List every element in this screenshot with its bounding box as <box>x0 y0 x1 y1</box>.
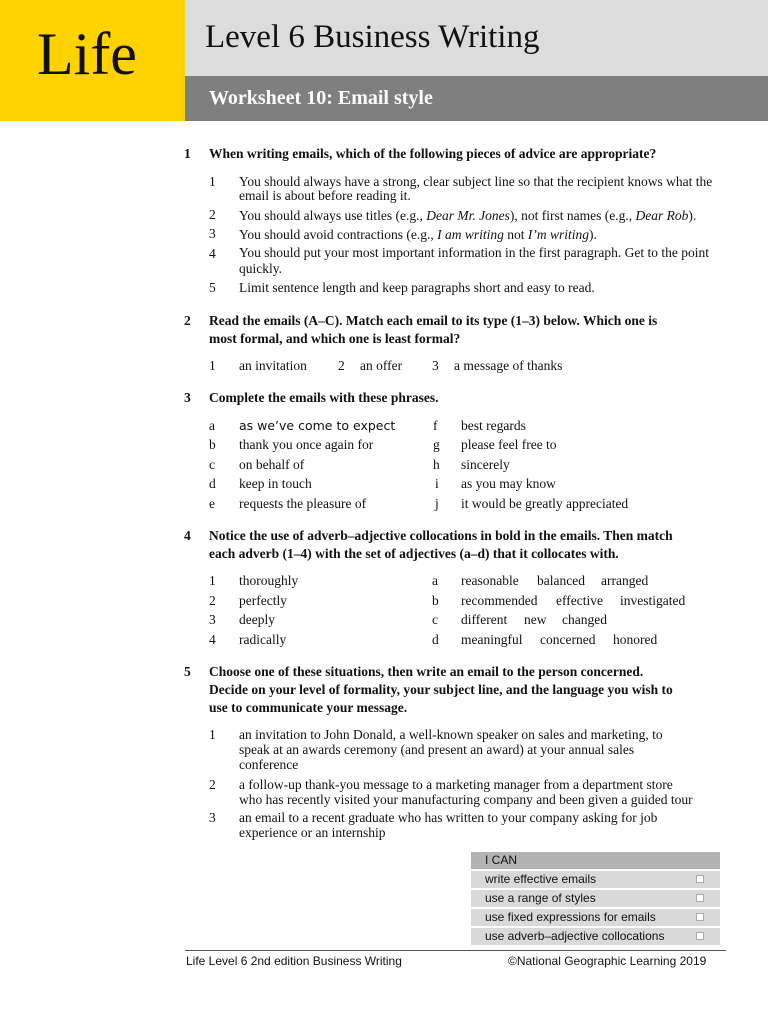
checkbox-icon[interactable] <box>696 875 704 883</box>
q5-item-2-line-2: who has recently visited your manufacturing company and been given a guided tour <box>239 792 693 807</box>
q1-item-4-line-1: You should put your most important information in the first paragraph. Get to the point <box>239 245 709 260</box>
worksheet-subtitle: Worksheet 10: Email style <box>209 87 433 109</box>
title-band <box>185 0 768 76</box>
q3-phrase: as we’ve come to expect <box>239 418 396 433</box>
q3-letter: c <box>209 457 215 472</box>
q1-item-3: You should avoid contractions (e.g., I am writing not I’m writing). <box>239 227 597 242</box>
q3-phrase: as you may know <box>461 476 556 491</box>
q4-number: 4 <box>184 528 191 543</box>
example-italic: Dear Rob <box>635 208 689 223</box>
q1-item-5: Limit sentence length and keep paragraphs short and easy to read. <box>239 280 595 295</box>
q3-phrase: best regards <box>461 418 526 433</box>
q3-letter: f <box>433 418 438 433</box>
footer-right: ©National Geographic Learning 2019 <box>508 954 707 968</box>
page-title: Level 6 Business Writing <box>205 19 540 55</box>
q5-item-1-line-3: conference <box>239 757 299 772</box>
q2-option-label: an invitation <box>239 358 307 373</box>
q1-item-1-line-1: You should always have a strong, clear subject line so that the recipient knows what the <box>239 174 713 189</box>
q5-item-number: 2 <box>209 777 216 792</box>
q2-option-number: 2 <box>338 358 345 373</box>
q4-letter: b <box>432 593 439 608</box>
footer-divider <box>185 950 726 951</box>
q2-number: 2 <box>184 313 191 328</box>
q1-item-number: 1 <box>209 174 216 189</box>
q4-adjective: honored <box>613 632 658 647</box>
q5-item-1-line-1: an invitation to John Donald, a well-known speaker on sales and marketing, to <box>239 727 663 742</box>
subtitle-band <box>185 76 768 121</box>
q1-item-number: 4 <box>209 246 216 261</box>
checklist-item <box>471 890 720 907</box>
q3-question: Complete the emails with these phrases. <box>209 390 439 405</box>
q1-question: When writing emails, which of the following pieces of advice are appropriate? <box>209 146 657 161</box>
q3-letter: e <box>209 496 215 511</box>
q4-number-label: 3 <box>209 612 216 627</box>
q3-phrase: please feel free to <box>461 437 557 452</box>
q2-option-label: a message of thanks <box>454 358 563 373</box>
q5-item-3-line-2: experience or an internship <box>239 825 386 840</box>
q4-adjective: concerned <box>540 632 596 647</box>
checklist-item-label: use fixed expressions for emails <box>485 910 656 924</box>
checklist-item-label: write effective emails <box>485 872 597 886</box>
q4-adjective: different <box>461 612 508 627</box>
logo-panel <box>0 0 185 121</box>
q4-number-label: 4 <box>209 632 216 647</box>
q4-adjective: reasonable <box>461 573 519 588</box>
q4-number-label: 1 <box>209 573 216 588</box>
q4-adverb: radically <box>239 632 287 647</box>
q1-number: 1 <box>184 146 191 161</box>
q4-adjective: meaningful <box>461 632 523 647</box>
q3-phrase: thank you once again for <box>239 437 374 452</box>
q2-option-number: 3 <box>432 358 439 373</box>
q3-phrase: requests the pleasure of <box>239 496 367 511</box>
q4-adjective: effective <box>556 593 603 608</box>
q1-item-number: 5 <box>209 280 216 295</box>
example-italic: I’m writing <box>527 227 590 242</box>
q5-item-number: 1 <box>209 727 216 742</box>
q3-letter: b <box>209 437 216 452</box>
q3-letter: a <box>209 418 215 433</box>
checklist-item-label: use a range of styles <box>485 891 596 905</box>
q3-phrase: sincerely <box>461 457 510 472</box>
q4-number-label: 2 <box>209 593 216 608</box>
q3-phrase: it would be greatly appreciated <box>461 496 629 511</box>
q3-letter: g <box>433 437 440 452</box>
q3-letter: h <box>433 457 440 472</box>
q4-letter: c <box>432 612 438 627</box>
q1-item-2: You should always use titles (e.g., Dear Mr. Jones), not first names (e.g., Dear Rob). <box>239 208 697 223</box>
q3-letter: d <box>209 476 216 491</box>
footer-left: Life Level 6 2nd edition Business Writing <box>186 954 402 968</box>
q5-item-1-line-2: speak at an awards ceremony (and present an award) at your annual sales <box>239 742 635 757</box>
checklist-item <box>471 871 720 888</box>
example-italic: I am writing <box>437 227 504 242</box>
q5-number: 5 <box>184 664 191 679</box>
q4-letter: a <box>432 573 438 588</box>
q4-adverb: perfectly <box>239 593 287 608</box>
checkbox-icon[interactable] <box>696 932 704 940</box>
q2-option-number: 1 <box>209 358 216 373</box>
example-italic: Dear Mr. Jones <box>426 208 510 223</box>
q3-letter: j <box>435 496 439 511</box>
q5-question-line-1: Choose one of these situations, then write an email to the person concerned. <box>209 664 644 679</box>
q1-item-number: 2 <box>209 207 216 222</box>
q2-question-line-2: most formal, and which one is least formal? <box>209 331 461 346</box>
q3-letter: i <box>435 476 439 491</box>
q3-phrase: keep in touch <box>239 476 312 491</box>
q4-adjective: recommended <box>461 593 538 608</box>
q4-adjective: balanced <box>537 573 585 588</box>
q5-question-line-2: Decide on your level of formality, your subject line, and the language you wish to <box>209 682 673 697</box>
q4-adjective: changed <box>562 612 607 627</box>
life-logo: Life <box>37 21 137 87</box>
q3-number: 3 <box>184 390 191 405</box>
q4-question-line-2: each adverb (1–4) with the set of adjectives (a–d) that it collocates with. <box>209 546 619 561</box>
checkbox-icon[interactable] <box>696 894 704 902</box>
q5-item-number: 3 <box>209 810 216 825</box>
q1-item-4-line-2: quickly. <box>239 261 282 276</box>
q4-letter: d <box>432 632 439 647</box>
q1-item-number: 3 <box>209 226 216 241</box>
q1-item-1-line-2: email is about before reading it. <box>239 188 411 203</box>
q4-adjective: investigated <box>620 593 686 608</box>
i-can-checklist <box>471 852 720 945</box>
checklist-item <box>471 909 720 926</box>
q4-adjective: arranged <box>601 573 649 588</box>
checkbox-icon[interactable] <box>696 913 704 921</box>
q5-item-2-line-1: a follow-up thank-you message to a marketing manager from a department store <box>239 777 673 792</box>
q5-question-line-3: use to communicate your message. <box>209 700 408 715</box>
q3-phrase: on behalf of <box>239 457 305 472</box>
q4-adverb: thoroughly <box>239 573 299 588</box>
checklist-item <box>471 928 720 945</box>
checklist-item-label: use adverb–adjective collocations <box>485 929 665 943</box>
q4-adverb: deeply <box>239 612 275 627</box>
q2-question-line-1: Read the emails (A–C). Match each email to its type (1–3) below. Which one is <box>209 313 658 328</box>
q4-adjective: new <box>524 612 547 627</box>
q2-option-label: an offer <box>360 358 403 373</box>
i-can-heading: I CAN <box>471 852 720 869</box>
q4-question-line-1: Notice the use of adverb–adjective collocations in bold in the emails. Then match <box>209 528 673 543</box>
q5-item-3-line-1: an email to a recent graduate who has written to your company asking for job <box>239 810 658 825</box>
